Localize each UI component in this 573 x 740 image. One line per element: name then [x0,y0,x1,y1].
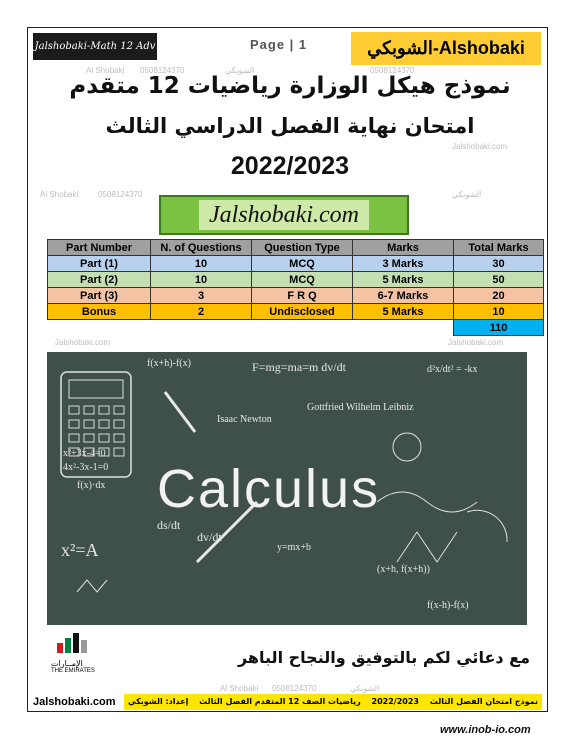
calculus-chalkboard-image [47,352,527,625]
calculus-word: Calculus [157,459,381,519]
board-formula: x²=A [61,540,99,560]
watermark-phone: 0508124370 [272,684,317,693]
footer-prepared: إعداد: الشوبكي [128,697,189,706]
footer-site: Jalshobaki.com [33,694,123,710]
site-banner-text: Jalshobaki.com [199,200,369,230]
header-cell: Part Number [48,240,151,256]
board-formula: dv/dt [197,530,222,544]
table-row [48,272,544,288]
footer-course: رياضيات الصف 12 المتقدم الفصل الثالث [199,697,361,706]
watermark-site: Jalshobaki.com [452,142,508,151]
site-banner [159,195,409,235]
board-formula: y=mx+b [277,542,312,553]
board-formula: d²x/dt² = -kx [427,364,478,375]
grand-total: 110 [454,320,544,336]
watermark-arabic: الشوبكي [452,190,482,199]
uae-logo [45,631,115,673]
watermark-site: Jalshobaki.com [55,338,111,347]
header-cell: Total Marks [454,240,544,256]
watermark-arabic: الشوبكي [350,684,380,693]
table-cell: 50 [454,272,544,288]
table-cell: F R Q [252,288,353,304]
table-cell: Part (1) [48,256,151,272]
board-formula: (x+h, f(x+h)) [377,564,430,575]
title-line-2: امتحان نهاية الفصل الدراسي الثالث [105,114,475,138]
watermark-phone: 0508124370 [370,66,415,75]
board-formula: 4x²-3x-1=0 [63,462,109,473]
table-cell: 30 [454,256,544,272]
board-formula: ds/dt [157,518,181,532]
header-cell: Marks [353,240,454,256]
table-total-row [48,320,544,336]
table-cell: 5 Marks [353,272,454,288]
watermark-name: Al Shobaki [40,190,79,199]
marks-table [47,239,544,336]
board-formula: Isaac Newton [217,414,272,425]
table-row [48,304,544,320]
table-header-row [48,240,544,256]
academic-year: 2022/2023 [230,152,350,180]
bottom-site-link[interactable]: www.inob-io.com [440,724,531,736]
author-logo: Jalshobaki-Math 12 Adv [33,33,157,60]
watermark-name: Al Shobaki [220,684,259,693]
footer-bar [124,694,542,710]
table-cell: 6-7 Marks [353,288,454,304]
watermark-site: Jalshobaki.com [448,338,504,347]
table-cell: 10 [151,272,252,288]
table-cell: MCQ [252,256,353,272]
table-cell: 3 Marks [353,256,454,272]
table-cell: 10 [454,304,544,320]
table-cell: 5 Marks [353,304,454,320]
uae-logo-mark [45,631,115,655]
page-number: Page | 1 [250,37,308,52]
table-cell: Part (3) [48,288,151,304]
table-cell: 3 [151,288,252,304]
board-formula: x²+3x-4=0 [63,448,106,459]
uae-logo-english: THE EMIRATES [51,668,95,674]
footer-model: نموذج امتحان الفصل الثالث [429,697,538,706]
table-cell: Undisclosed [252,304,353,320]
header-cell: Question Type [252,240,353,256]
board-formula: F=mg=ma=m dv/dt [252,360,346,374]
board-formula: f(x+h)-f(x) [147,358,191,369]
table-cell: MCQ [252,272,353,288]
table-cell: 2 [151,304,252,320]
board-formula: f(x-h)-f(x) [427,600,469,611]
table-cell: 10 [151,256,252,272]
uae-logo-arabic: الإمــارات [51,659,83,668]
watermark-name: Al Shobaki [86,66,125,75]
table-cell: Bonus [48,304,151,320]
watermark-arabic: الشوبكي [225,66,255,75]
watermark-phone: 0508124370 [98,190,143,199]
board-formula: f(x)·dx [77,480,106,491]
table-cell: Part (2) [48,272,151,288]
header-cell: N. of Questions [151,240,252,256]
board-formula: Gottfried Wilhelm Leibniz [307,402,414,413]
table-row [48,288,544,304]
footer-year: 2022/2023 [371,697,419,706]
table-cell: 20 [454,288,544,304]
closing-line: مع دعائي لكم بالتوفيق والنجاح الباهر [237,648,530,667]
title-line-1: نموذج هيكل الوزارة رياضيات 12 متقدم [69,73,511,99]
brand-banner: الشوبكي-Alshobaki [351,32,541,65]
table-row [48,256,544,272]
watermark-phone: 0508124370 [140,66,185,75]
